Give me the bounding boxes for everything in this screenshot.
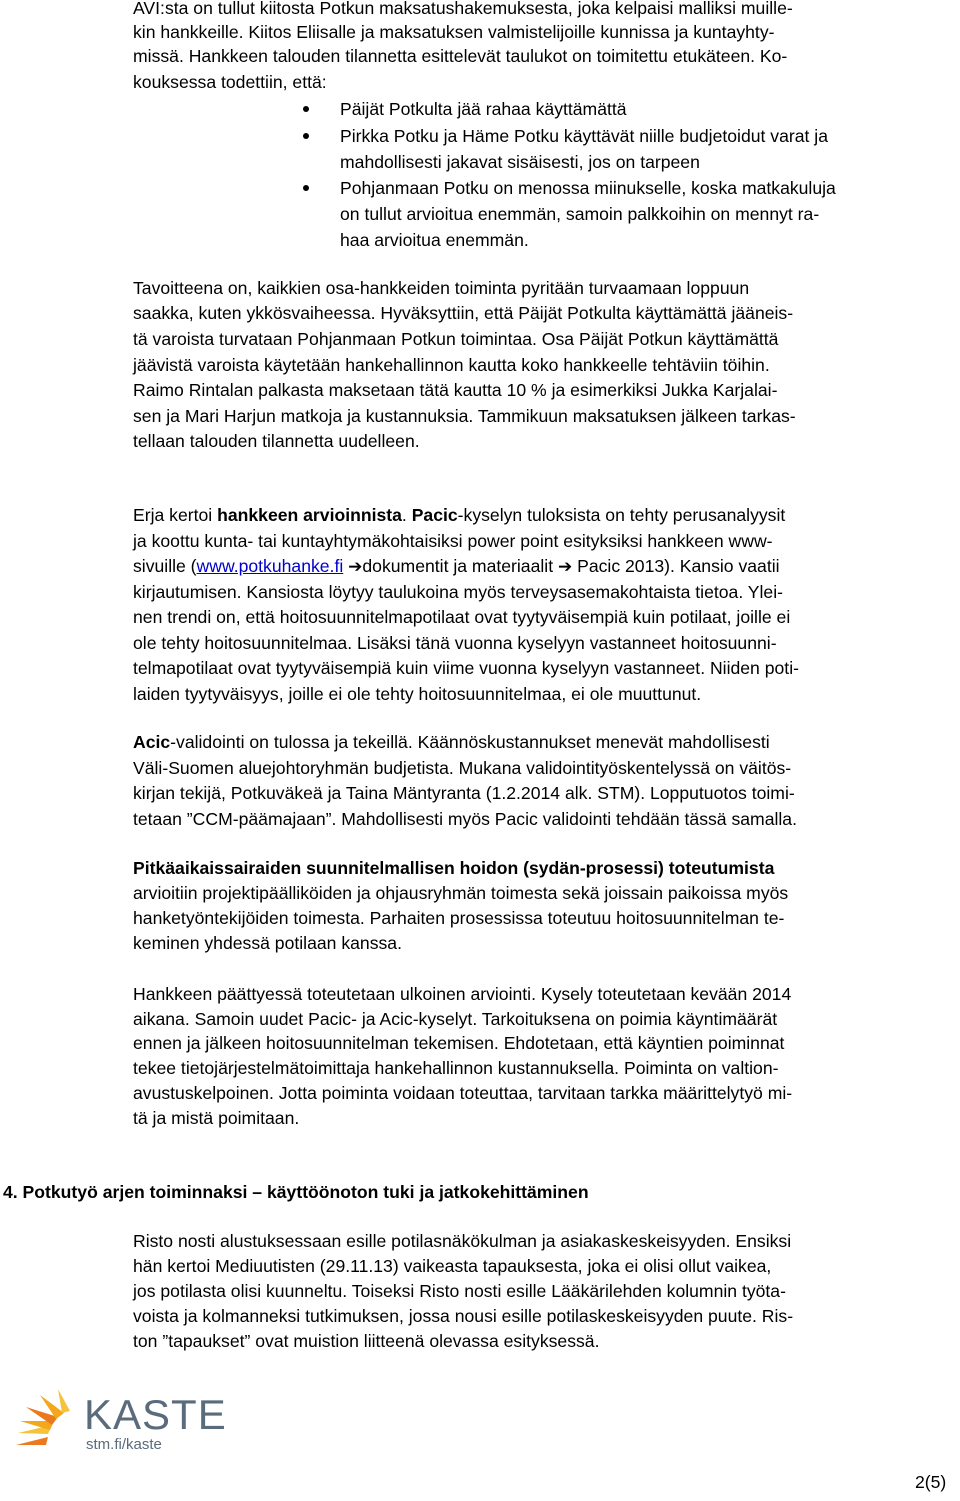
text-line: Risto nosti alustuksessaan esille potilasnäkökulman ja asiakaskeskeisyyden. Ensiksi bbox=[133, 1231, 792, 1251]
text-line: sen ja Mari Harjun matkoja ja kustannuksia. Tammikuun maksatuksen jälkeen tarkas- bbox=[133, 406, 796, 426]
kaste-logo bbox=[12, 1385, 282, 1455]
bullet-text: Pirkka Potku ja Häme Potku käyttävät niille budjetoidut varat ja bbox=[340, 126, 828, 146]
bullet-dot bbox=[303, 133, 309, 139]
logo-url: stm.fi/kaste bbox=[86, 1436, 162, 1453]
bold-subheading: Pitkäaikaissairaiden suunnitelmallisen hoidon (sydän-prosessi) toteutumista bbox=[133, 858, 775, 878]
page-number: 2(5) bbox=[915, 1472, 947, 1492]
text-line: kirjautumisen. Kansiosta löytyy taulukoina myös terveysasemakohtaista tietoa. Ylei- bbox=[133, 582, 783, 602]
text-line: Hankkeen päättyessä toteutetaan ulkoinen arviointi. Kysely toteutetaan kevään 2014 bbox=[133, 984, 792, 1004]
text-line: tä ja mistä poimitaan. bbox=[133, 1108, 300, 1128]
text-line: hanketyöntekijöiden toimesta. Parhaiten prosessissa toteutuu hoitosuunnitelman te- bbox=[133, 908, 785, 928]
text-line: ole tehty hoitosuunnitelmaa. Lisäksi tänä vuonna kyselyyn vastanneet hoitosuunni- bbox=[133, 633, 777, 653]
text-line: tekee tietojärjestelmätoimittaja hankehallinnon kustannuksella. Poiminta on valtion- bbox=[133, 1058, 779, 1078]
text-line: hän kertoi Mediuutisten (29.11.13) vaikeasta tapauksesta, joka ei olisi ollut vaikea, bbox=[133, 1256, 772, 1276]
text-line: tetaan ”CCM-päämajaan”. Mahdollisesti myös Pacic validointi tehdään tässä samalla. bbox=[133, 809, 797, 829]
text-line: jäävistä varoista käytetään hankehallinnon kautta koko hankkeelle tehtäviin töihin. bbox=[133, 355, 770, 375]
text-line: missä. Hankkeen talouden tilannetta esittelevät taulukot on toimitettu etukäteen. Ko- bbox=[133, 46, 788, 66]
text-line: Erja kertoi hankkeen arvioinnista. Pacic-kyselyn tuloksista on tehty perusanalyysit bbox=[133, 505, 786, 525]
bullet-text: Päijät Potkulta jää rahaa käyttämättä bbox=[340, 99, 627, 119]
text-line: kin hankkeille. Kiitos Eliisalle ja maksatuksen valmistelijoille kunnissa ja kuntayhty- bbox=[133, 22, 775, 42]
text-line: ton ”tapaukset” ovat muistion liitteenä olevassa esityksessä. bbox=[133, 1331, 600, 1351]
text-line: nen trendi on, että hoitosuunnitelmapotilaat ovat tyytyväisempiä kuin potilaat, joille ei bbox=[133, 607, 791, 627]
logo-name: KASTE bbox=[84, 1391, 227, 1438]
text-line: aikana. Samoin uudet Pacic- ja Acic-kyselyt. Tarkoituksena on poimia käyntimäärät bbox=[133, 1009, 778, 1029]
text-line: Acic-validointi on tulossa ja tekeillä. Käännöskustannukset menevät mahdollisesti bbox=[133, 732, 770, 752]
text-line: Tavoitteena on, kaikkien osa-hankkeiden toiminta pyritään turvaamaan loppuun bbox=[133, 278, 750, 298]
text-line: Väli-Suomen aluejohtoryhmän budjetista. Mukana validointityöskentelyssä on väitös- bbox=[133, 758, 792, 778]
arrow-right-icon: ➔ bbox=[348, 557, 363, 576]
text-line: laiden tyytyväisyys, joille ei ole tehty hoitosuunnitelmaa, ei ole muuttunut. bbox=[133, 684, 702, 704]
text-line: sivuille (www.potkuhanke.fi ➔dokumentit ja materiaalit ➔ Pacic 2013). Kansio vaatii bbox=[133, 556, 780, 576]
text-line: tä varoista turvataan Pohjanmaan Potkun toimintaa. Osa Päijät Potkun käyttämättä bbox=[133, 329, 779, 349]
text-line: voista ja kolmanneksi tutkimuksen, jossa nousi esille potilaskeskeisyyden puute. Ris- bbox=[133, 1306, 794, 1326]
bullet-text: on tullut arvioitua enemmän, samoin palkkoihin on mennyt ra- bbox=[340, 204, 820, 224]
text-line: AVI:sta on tullut kiitosta Potkun maksatushakemuksesta, joka kelpaisi malliksi muille- bbox=[133, 0, 793, 18]
bullet-text: mahdollisesti jakavat sisäisesti, jos on tarpeen bbox=[340, 152, 700, 172]
text-line: telmapotilaat ovat tyytyväisempiä kuin viime vuonna kyselyyn vastanneet. Niiden poti- bbox=[133, 658, 799, 678]
bullet-text: haa arvioitua enemmän. bbox=[340, 230, 529, 250]
text-line: saakka, kuten ykkösvaiheessa. Hyväksyttiin, että Päijät Potkulta käyttämättä jääneis- bbox=[133, 303, 794, 323]
text-line: ennen ja jälkeen hoitosuunnitelman tekemisen. Ehdotetaan, että käyntien poiminnat bbox=[133, 1033, 785, 1053]
bullet-dot bbox=[303, 185, 309, 191]
text-line: kirjan tekijä, Potkuväkeä ja Taina Mäntyranta (1.2.2014 alk. STM). Lopputuotos toimi- bbox=[133, 783, 795, 803]
bold-phrase: Acic bbox=[133, 732, 171, 752]
text-line: avustuskelpoinen. Jotta poiminta voidaan toteuttaa, tarvitaan tarkka määrittelytyö mi- bbox=[133, 1083, 793, 1103]
arrow-right-icon: ➔ bbox=[557, 557, 573, 576]
website-link[interactable]: www.potkuhanke.fi bbox=[196, 556, 344, 576]
kaste-logo-graphic bbox=[12, 1385, 282, 1455]
text-line: kouksessa todettiin, että: bbox=[133, 72, 327, 92]
bullet-dot bbox=[303, 106, 309, 112]
text-line: tellaan talouden tilannetta uudelleen. bbox=[133, 431, 420, 451]
bold-phrase: hankkeen arvioinnista bbox=[217, 505, 402, 525]
text-line: arvioitiin projektipäälliköiden ja ohjausryhmän toimesta sekä joissain paikoissa myös bbox=[133, 883, 789, 903]
sunburst-icon bbox=[16, 1389, 70, 1445]
bold-phrase: Pacic bbox=[411, 505, 458, 525]
section-heading: 4. Potkutyö arjen toiminnaksi – käyttöönoton tuki ja jatkokehittäminen bbox=[3, 1182, 589, 1202]
text-line: Raimo Rintalan palkasta maksetaan tätä kautta 10 % ja esimerkiksi Jukka Karjalai- bbox=[133, 380, 778, 400]
bullet-text: Pohjanmaan Potku on menossa miinukselle, koska matkakuluja bbox=[340, 178, 836, 198]
text-line: jos potilasta olisi kuunneltu. Toiseksi Risto nosti esille Lääkärilehden kolumnin työta- bbox=[133, 1281, 786, 1301]
text-line: ja koottu kunta- tai kuntayhtymäkohtaisiksi power point esityksiksi hankkeen www- bbox=[133, 531, 773, 551]
text-line: keminen yhdessä potilaan kanssa. bbox=[133, 933, 402, 953]
